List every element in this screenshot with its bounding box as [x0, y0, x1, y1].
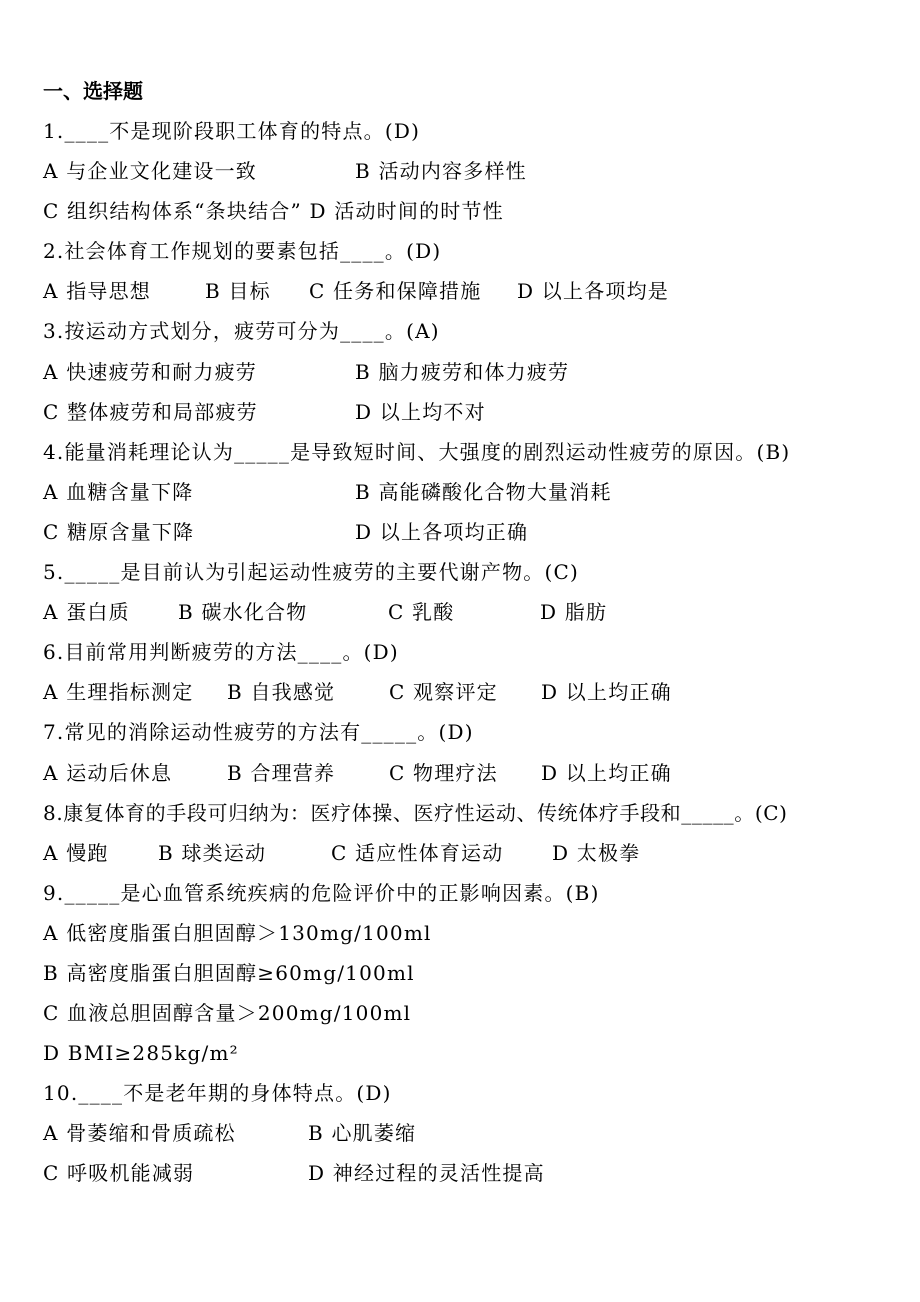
- option-a: A 蛋白质: [43, 600, 130, 625]
- option-d: D 太极拳: [552, 840, 641, 865]
- option-d: D 脂肪: [540, 600, 608, 625]
- question-6-options-row-1: [43, 677, 903, 717]
- question-8-stem: 8.康复体育的手段可归纳为：医疗体操、医疗性运动、传统体疗手段和_____。(C): [43, 800, 788, 825]
- question-1-options-row-1: [43, 156, 903, 196]
- question-2-stem: 2.社会体育工作规划的要素包括____。(D): [43, 239, 442, 264]
- option-c: C 乳酸: [388, 600, 455, 625]
- question-9-stem: 9._____是心血管系统疾病的危险评价中的正影响因素。(B): [43, 880, 600, 905]
- question-2-options-row-1: [43, 276, 903, 316]
- option-c: C 整体疲劳和局部疲劳: [43, 399, 258, 424]
- option-a: A 骨萎缩和骨质疏松: [43, 1121, 236, 1146]
- option-c: C 任务和保障措施: [309, 279, 482, 304]
- option-a: A 指导思想: [43, 279, 152, 304]
- option-d: D 以上均不对: [355, 399, 486, 424]
- option-d: D 以上均正确: [541, 760, 672, 785]
- question-1-stem: 1.____不是现阶段职工体育的特点。(D): [43, 119, 421, 143]
- option-a: A 生理指标测定: [43, 680, 194, 705]
- option-a: A 快速疲劳和耐力疲劳: [43, 359, 258, 384]
- option-b: B 脑力疲劳和体力疲劳: [355, 359, 570, 384]
- question-10-stem: 10.____不是老年期的身体特点。(D): [43, 1081, 392, 1106]
- question-4-stem: 4.能量消耗理论认为_____是导致短时间、大强度的剧烈运动性疲劳的原因。(B): [43, 439, 791, 464]
- option-d: D 以上各项均正确: [355, 519, 529, 544]
- option-a: A 血糖含量下降: [43, 479, 194, 504]
- section-title: 一、选择题: [43, 79, 143, 103]
- option-c: C 呼吸机能减弱: [43, 1161, 195, 1186]
- question-9-option-b: B 高密度脂蛋白胆固醇≥60mg/100ml: [43, 960, 415, 985]
- option-d: D 活动时间的时节性: [309, 199, 504, 224]
- question-3-stem: 3.按运动方式划分，疲劳可分为____。(A): [43, 319, 440, 344]
- question-7-stem: 7.常见的消除运动性疲劳的方法有_____。(D): [43, 720, 474, 745]
- question-9-option-d: D BMI≥285kg/m²: [43, 1041, 239, 1066]
- question-3-options-row-1: [43, 357, 903, 397]
- document-page: [43, 76, 903, 1199]
- question-3-options-row-2: [43, 397, 903, 437]
- option-d: D 以上各项均是: [517, 279, 669, 304]
- question-4-options-row-1: [43, 477, 903, 517]
- question-1-options-row-2: [43, 196, 903, 236]
- option-b: B 合理营养: [227, 760, 336, 785]
- question-6-stem: 6.目前常用判断疲劳的方法____。(D): [43, 640, 399, 665]
- question-5-stem: 5._____是目前认为引起运动性疲劳的主要代谢产物。(C): [43, 560, 579, 585]
- option-b: B 心肌萎缩: [308, 1121, 417, 1146]
- option-a: A 慢跑: [43, 840, 109, 865]
- option-c: C 物理疗法: [389, 760, 498, 785]
- option-b: B 自我感觉: [227, 680, 336, 705]
- option-b: B 活动内容多样性: [355, 159, 527, 184]
- option-b: B 球类运动: [158, 840, 267, 865]
- question-10-options-row-1: [43, 1118, 903, 1158]
- option-b: B 碳水化合物: [178, 600, 308, 625]
- option-c: C 观察评定: [389, 680, 498, 705]
- option-b: B 高能磷酸化合物大量消耗: [355, 479, 612, 504]
- question-7-options-row-1: [43, 758, 903, 798]
- question-5-options-row-1: [43, 597, 903, 637]
- question-9-option-c: C 血液总胆固醇含量＞200mg/100ml: [43, 1001, 412, 1026]
- option-d: D 以上均正确: [541, 680, 672, 705]
- question-8-options-row-1: [43, 838, 903, 878]
- option-d: D 神经过程的灵活性提高: [308, 1161, 545, 1186]
- question-10-options-row-2: [43, 1158, 903, 1198]
- option-a: A 与企业文化建设一致: [43, 159, 258, 184]
- option-c: C 糖原含量下降: [43, 519, 195, 544]
- option-c: C 组织结构体系“条块结合”: [43, 199, 302, 224]
- option-b: B 目标: [205, 279, 271, 304]
- option-a: A 运动后休息: [43, 760, 173, 785]
- question-4-options-row-2: [43, 517, 903, 557]
- question-9-option-a: A 低密度脂蛋白胆固醇＞130mg/100ml: [43, 920, 432, 945]
- option-c: C 适应性体育运动: [331, 840, 504, 865]
